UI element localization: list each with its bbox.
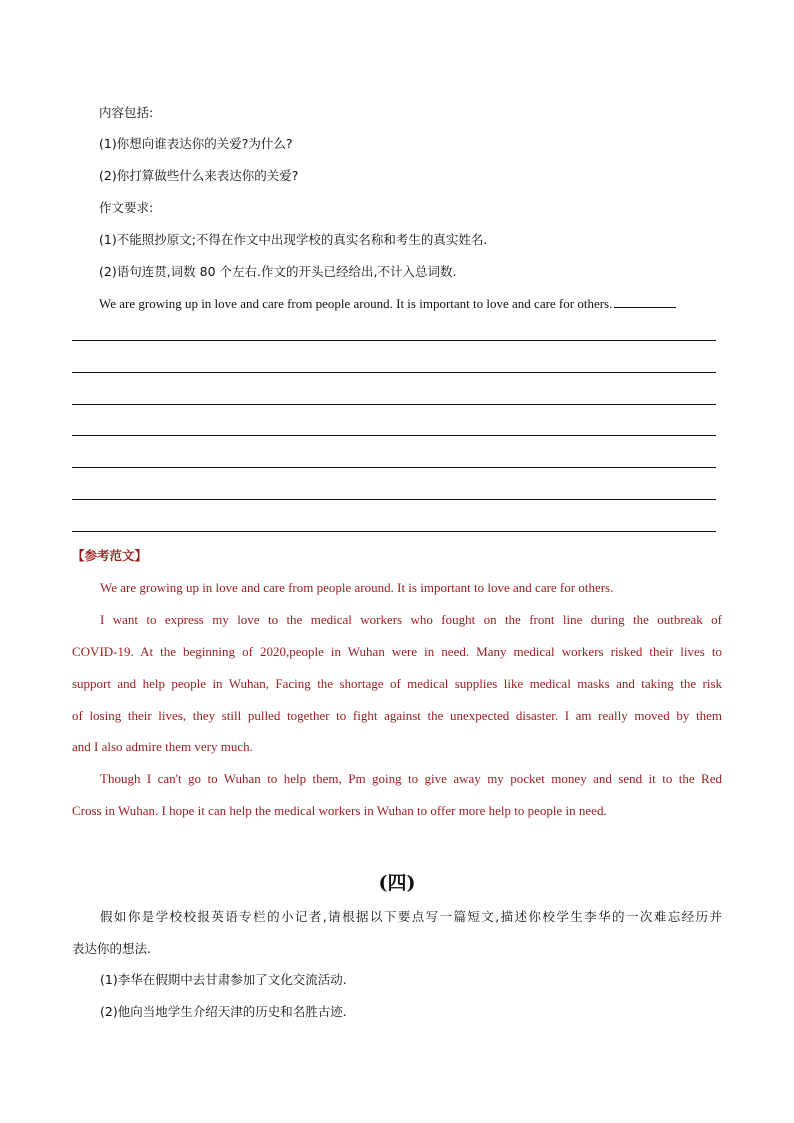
model-essay-p1-line: of losing their lives, they still pulled together to fight against the unexpected disaster. I am really moved by them xyxy=(72,708,722,723)
opening-sentence-line xyxy=(99,293,676,313)
answer-blank-inline xyxy=(614,293,676,308)
writing-item-2: (2)语句连贯,词数 80 个左右.作文的开头已经给出,不计入总词数. xyxy=(99,264,457,279)
section-item-1: (1)李华在假期中去甘肃参加了文化交流活动. xyxy=(100,972,347,987)
model-essay-opening: We are growing up in love and care from people around. It is important to love and care for others. xyxy=(100,580,614,595)
model-essay-p2-line: Though I can't go to Wuhan to help them, Pm going to give away my pocket money and send it to the Red xyxy=(100,771,722,786)
answer-line xyxy=(72,435,716,436)
model-essay-p1-line: support and help people in Wuhan, Facing the shortage of medical supplies like medical masks and taking the risk xyxy=(72,676,722,691)
answer-line xyxy=(72,404,716,405)
section-item-2: (2)他向当地学生介绍天津的历史和名胜古迹. xyxy=(100,1004,347,1019)
content-item-1: (1)你想向谁表达你的关爱?为什么? xyxy=(99,136,293,151)
answer-line xyxy=(72,372,716,373)
section-heading: (四) xyxy=(378,872,416,894)
opening-sentence: We are growing up in love and care from people around. It is important to love and care for others. xyxy=(99,296,613,311)
model-essay-p1-line: COVID-19. At the beginning of 2020,people in Wuhan were in need. Many medical workers risked their lives to xyxy=(72,644,722,659)
model-essay-p1-line: and I also admire them very much. xyxy=(72,739,253,754)
writing-heading: 作文要求: xyxy=(99,200,154,215)
answer-line xyxy=(72,499,716,500)
model-essay-p2-line: Cross in Wuhan. I hope it can help the medical workers in Wuhan to offer more help to people in need. xyxy=(72,803,607,818)
model-essay-tag: 【参考范文】 xyxy=(72,548,148,563)
answer-line xyxy=(72,531,716,532)
content-item-2: (2)你打算做些什么来表达你的关爱? xyxy=(99,168,299,183)
section-intro-line: 假如你是学校校报英语专栏的小记者,请根据以下要点写一篇短文,描述你校学生李华的一次难忘经历并 xyxy=(100,909,722,924)
model-essay-p1-line: I want to express my love to the medical workers who fought on the front line during the outbreak of xyxy=(100,612,722,627)
content-heading: 内容包括: xyxy=(99,105,154,120)
answer-line xyxy=(72,340,716,341)
section-intro-line: 表达你的想法. xyxy=(72,941,151,956)
answer-line xyxy=(72,467,716,468)
writing-item-1: (1)不能照抄原文;不得在作文中出现学校的真实名称和考生的真实姓名. xyxy=(99,232,488,247)
